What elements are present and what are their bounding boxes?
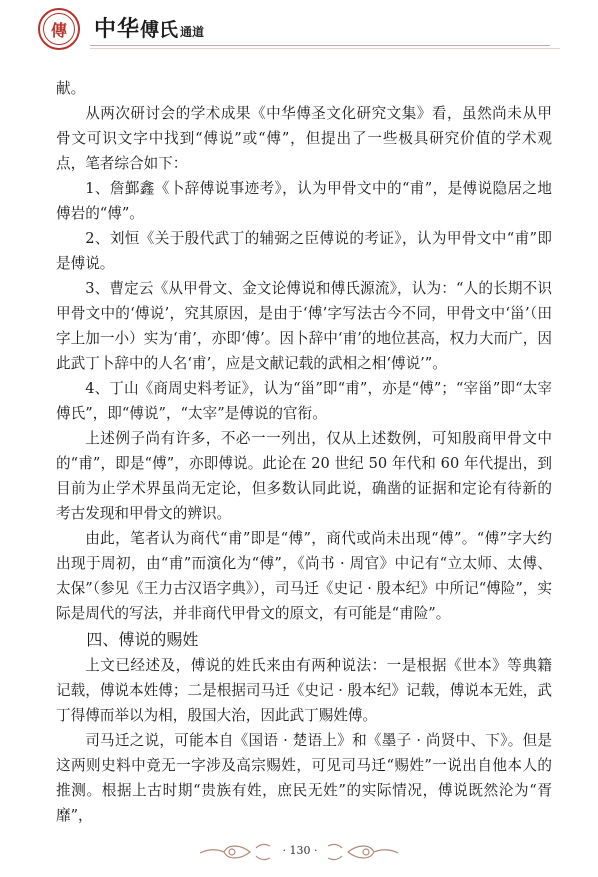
brand-main: 中华 <box>94 17 141 42</box>
paragraph: 从两次研讨会的学术成果《中华傅圣文化研究文集》看，虽然尚未从甲骨文可识文字中找到“傅说”或“傅”，但提出了一些极具研究价值的学术观点，笔者综合如下： <box>56 105 552 172</box>
document-body <box>56 76 552 828</box>
header-divider <box>90 45 550 46</box>
section-heading: 四、傅说的赐姓 <box>86 630 199 649</box>
seal-logo-icon <box>38 8 80 50</box>
paragraph: 上文已经述及，傅说的姓氏来由有两种说法：一是根据《世本》等典籍记载，傅说本姓傅；二是根据司马迁《史记 · 殷本纪》记载，傅说本无姓，武丁得傅而举以为相，殷国大治，因此武丁赐姓傅。 <box>56 657 552 724</box>
paragraph: 司马迁之说，可能本自《国语 · 楚语上》和《墨子 · 尚贤中、下》。但是这两则史料中竟无一字涉及高宗赐姓，可见司马迁“赐姓”一说出自他本人的推测。根据上古时期“贵族有姓，庶民无姓”的实际情况，傅说既然沦为“胥靡”， <box>56 732 552 824</box>
paragraph: 3、曹定云《从甲骨文、金文论傅说和傅氏源流》，认为：“人的长期不识甲骨文中的‘傅说’，究其原因，是由于‘傅’字写法古今不同，甲骨文中‘甾’（田字上加一小）实为‘甫’，亦即‘傅’。因卜辞中‘甫’的地位甚高，权力大而广，因此武丁卜辞中的人名‘甫’，应是文献记载的武相之相‘傅说’”。 <box>56 280 552 372</box>
paragraph: 由此，笔者认为商代“甫”即是“傅”，商代或尚未出现“傅”。“傅”字大约出现于周初，由“甫”而演化为“傅”，《尚书 · 周官》中记有“立太师、太傅、太保”（参见《王力古汉语字典》），司马迁《史记 · 殷本纪》中所记“傅险”，实际是周代的写法，并非商代甲骨文的原文，有可能是“甫险”。 <box>56 530 552 622</box>
seal-logo-char: 傳 <box>43 13 75 45</box>
paragraph: 2、刘恒《关于殷代武丁的辅弼之臣傅说的考证》，认为甲骨文中“甫”即是傅说。 <box>56 230 552 272</box>
brand-small: 通道 <box>180 25 205 39</box>
paragraph: 上述例子尚有许多，不必一一列出，仅从上述数例，可知殷商甲骨文中的“甫”，即是“傅”，亦即傅说。此论在 20 世纪 50 年代和 60 年代提出，到目前为止学术界虽尚无定论，但多数认同此说，确凿的证据和定论有待新的考古发现和甲骨文的辨识。 <box>56 430 552 522</box>
page-header <box>0 0 598 56</box>
paragraph: 4、丁山《商周史料考证》，认为“甾”即“甫”，亦是“傅”；“宰甾”即“太宰傅氏”，即“傅说”，“太宰”是傅说的官衔。 <box>56 380 552 422</box>
paragraph: 1、詹鄞鑫《卜辞傅说事迹考》，认为甲骨文中的“甫”，是傅说隐居之地傅岩的“傅”。 <box>56 180 552 222</box>
brand-mid: 傅氏 <box>140 19 179 41</box>
brand-title <box>94 12 204 43</box>
page-footer <box>0 838 598 868</box>
header-divider-secondary <box>90 48 560 49</box>
paragraph: 献。 <box>56 80 86 97</box>
page-number: · 130 · <box>282 844 318 857</box>
